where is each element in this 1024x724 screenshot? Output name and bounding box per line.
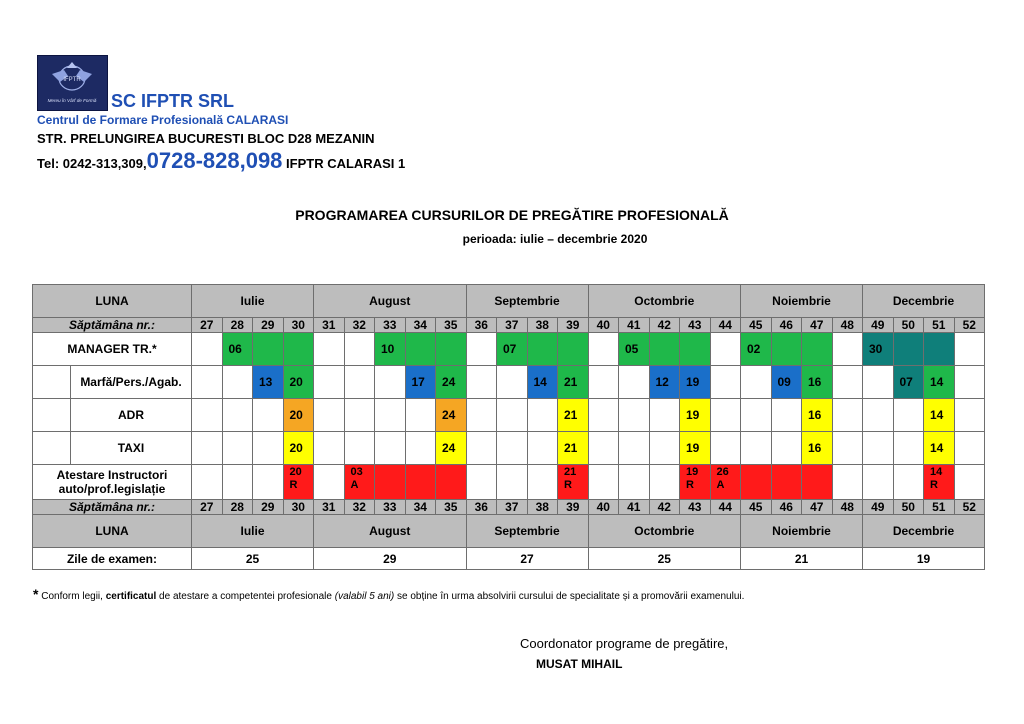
top-week-34: 34	[405, 318, 436, 333]
start-date: 07	[503, 342, 517, 356]
company-logo	[37, 55, 108, 111]
course-label: Marfă/Pers./Agab.	[71, 366, 192, 399]
bottom-month-row	[33, 515, 985, 548]
top-month-iulie: Iulie	[192, 285, 314, 318]
week-cell-44	[710, 432, 741, 465]
start-date: 09	[777, 375, 791, 389]
bottom-month-iulie: Iulie	[192, 515, 314, 548]
week-cell-41	[619, 399, 650, 432]
week-cell-35	[436, 465, 467, 500]
start-date: 12	[655, 375, 669, 389]
week-cell-52	[954, 333, 985, 366]
week-cell-44	[710, 399, 741, 432]
week-cell-44	[710, 465, 741, 500]
top-week-29: 29	[253, 318, 284, 333]
exam-days-noiembrie: 21	[741, 548, 863, 570]
start-date: 16	[808, 408, 822, 422]
week-cell-31	[314, 333, 345, 366]
week-cell-42	[649, 465, 680, 500]
week-cell-36	[466, 432, 497, 465]
top-week-42: 42	[649, 318, 680, 333]
week-cell-34	[405, 432, 436, 465]
top-luna-label: LUNA	[33, 285, 192, 318]
training-center-name: Centrul de Formare Profesională CALARASI	[37, 113, 289, 127]
week-cell-35	[436, 399, 467, 432]
week-cell-30	[283, 432, 314, 465]
bottom-week-32: 32	[344, 500, 375, 515]
week-cell-30	[283, 399, 314, 432]
top-week-36: 36	[466, 318, 497, 333]
week-cell-32	[344, 333, 375, 366]
top-week-47: 47	[802, 318, 833, 333]
top-week-46: 46	[771, 318, 802, 333]
start-date: 19	[686, 408, 700, 422]
week-cell-35	[436, 366, 467, 399]
week-cell-41	[619, 465, 650, 500]
bottom-week-45: 45	[741, 500, 772, 515]
week-cell-29	[253, 432, 284, 465]
start-date: 16	[808, 375, 822, 389]
week-cell-52	[954, 465, 985, 500]
week-cell-44	[710, 366, 741, 399]
footnote-part1: Conform legii,	[38, 591, 106, 602]
week-cell-52	[954, 366, 985, 399]
course-indent-cell	[33, 366, 71, 399]
bottom-week-30: 30	[283, 500, 314, 515]
week-cell-45	[741, 333, 772, 366]
coordinator-name: MUSAT MIHAIL	[536, 657, 623, 671]
week-cell-46	[771, 432, 802, 465]
week-cell-46	[771, 366, 802, 399]
week-cell-47	[802, 465, 833, 500]
top-week-39: 39	[558, 318, 589, 333]
bottom-month-septembrie: Septembrie	[466, 515, 588, 548]
week-cell-42	[649, 399, 680, 432]
week-cell-39	[558, 366, 589, 399]
course-label: TAXI	[71, 432, 192, 465]
bottom-week-33: 33	[375, 500, 406, 515]
top-week-27: 27	[192, 318, 223, 333]
week-cell-51	[924, 333, 955, 366]
week-cell-43	[680, 465, 711, 500]
week-cell-49	[863, 432, 894, 465]
week-cell-31	[314, 465, 345, 500]
week-cell-42	[649, 333, 680, 366]
week-cell-52	[954, 432, 985, 465]
start-date: 14	[930, 375, 944, 389]
week-cell-36	[466, 366, 497, 399]
top-week-28: 28	[222, 318, 253, 333]
top-week-row	[33, 318, 985, 333]
top-week-40: 40	[588, 318, 619, 333]
week-cell-35	[436, 333, 467, 366]
week-cell-42	[649, 366, 680, 399]
start-date: 19	[686, 441, 700, 455]
week-cell-45	[741, 366, 772, 399]
start-date: 02	[747, 342, 761, 356]
week-cell-39	[558, 333, 589, 366]
bottom-week-48: 48	[832, 500, 863, 515]
start-date: 16	[808, 441, 822, 455]
start-date: 20	[289, 375, 303, 389]
document-title: PROGRAMAREA CURSURILOR DE PREGĂTIRE PROFESIONALĂ	[295, 207, 729, 223]
week-cell-50	[893, 432, 924, 465]
footnote-star: *	[33, 586, 39, 602]
exam-days-septembrie: 27	[466, 548, 588, 570]
start-date: 21	[564, 375, 578, 389]
week-cell-48	[832, 465, 863, 500]
week-cell-49	[863, 465, 894, 500]
week-cell-33	[375, 333, 406, 366]
week-cell-28	[222, 366, 253, 399]
exam-label: Zile de examen:	[33, 548, 192, 570]
top-week-43: 43	[680, 318, 711, 333]
week-cell-39	[558, 399, 589, 432]
week-cell-46	[771, 333, 802, 366]
top-week-50: 50	[893, 318, 924, 333]
week-cell-40	[588, 432, 619, 465]
start-date: 14	[533, 375, 547, 389]
bottom-week-50: 50	[893, 500, 924, 515]
week-cell-47	[802, 333, 833, 366]
week-cell-33	[375, 399, 406, 432]
week-cell-31	[314, 432, 345, 465]
bottom-week-44: 44	[710, 500, 741, 515]
week-cell-37	[497, 465, 528, 500]
week-cell-43	[680, 432, 711, 465]
exam-row	[33, 548, 985, 570]
bottom-week-31: 31	[314, 500, 345, 515]
bottom-month-august: August	[314, 515, 467, 548]
week-cell-38	[527, 465, 558, 500]
phone-line	[37, 148, 405, 174]
course-row	[33, 333, 985, 366]
footnote-part3: se obține în urma absolvirii cursului de specialitate și a promovării examenului.	[394, 591, 745, 602]
start-date: 24	[442, 408, 456, 422]
week-cell-48	[832, 333, 863, 366]
bottom-week-34: 34	[405, 500, 436, 515]
week-cell-32	[344, 366, 375, 399]
week-cell-48	[832, 432, 863, 465]
top-week-33: 33	[375, 318, 406, 333]
bottom-luna-label: LUNA	[33, 515, 192, 548]
session-type: A	[350, 479, 359, 491]
start-date: 20	[289, 408, 303, 422]
bottom-week-29: 29	[253, 500, 284, 515]
week-cell-46	[771, 465, 802, 500]
start-date: 13	[259, 375, 273, 389]
week-cell-49	[863, 399, 894, 432]
week-cell-31	[314, 399, 345, 432]
bottom-week-35: 35	[436, 500, 467, 515]
week-cell-36	[466, 333, 497, 366]
start-date: 20	[289, 441, 303, 455]
top-week-label: Săptămâna nr.:	[33, 318, 192, 333]
week-cell-39	[558, 465, 589, 500]
session-type: R	[686, 479, 694, 491]
week-cell-33	[375, 432, 406, 465]
week-cell-28	[222, 333, 253, 366]
top-week-32: 32	[344, 318, 375, 333]
coordinator-role: Coordonator programe de pregătire,	[520, 636, 729, 651]
bottom-week-39: 39	[558, 500, 589, 515]
week-cell-51	[924, 465, 955, 500]
week-cell-32	[344, 465, 375, 500]
week-cell-30	[283, 366, 314, 399]
top-week-51: 51	[924, 318, 955, 333]
start-date: 14	[930, 408, 944, 422]
week-cell-27	[192, 399, 223, 432]
week-cell-39	[558, 432, 589, 465]
top-week-45: 45	[741, 318, 772, 333]
course-label: ADR	[71, 399, 192, 432]
week-cell-33	[375, 465, 406, 500]
top-week-31: 31	[314, 318, 345, 333]
week-cell-49	[863, 333, 894, 366]
week-cell-29	[253, 399, 284, 432]
start-date: 14	[930, 441, 944, 455]
bottom-week-38: 38	[527, 500, 558, 515]
start-date: 10	[381, 342, 395, 356]
bottom-month-octombrie: Octombrie	[588, 515, 741, 548]
bottom-week-43: 43	[680, 500, 711, 515]
week-cell-40	[588, 465, 619, 500]
week-cell-38	[527, 432, 558, 465]
week-cell-29	[253, 465, 284, 500]
bottom-week-47: 47	[802, 500, 833, 515]
week-cell-50	[893, 465, 924, 500]
start-date: 14	[930, 466, 943, 478]
top-month-noiembrie: Noiembrie	[741, 285, 863, 318]
week-cell-31	[314, 366, 345, 399]
week-cell-32	[344, 399, 375, 432]
week-cell-27	[192, 366, 223, 399]
week-cell-48	[832, 399, 863, 432]
week-cell-40	[588, 399, 619, 432]
week-cell-28	[222, 432, 253, 465]
week-cell-38	[527, 366, 558, 399]
start-date: 20	[289, 466, 302, 478]
week-cell-43	[680, 366, 711, 399]
top-week-37: 37	[497, 318, 528, 333]
week-cell-43	[680, 399, 711, 432]
week-cell-47	[802, 432, 833, 465]
start-date: 21	[564, 466, 577, 478]
week-cell-33	[375, 366, 406, 399]
course-indent-cell	[33, 432, 71, 465]
street-address: STR. PRELUNGIREA BUCURESTI BLOC D28 MEZANIN	[37, 131, 375, 146]
top-week-30: 30	[283, 318, 314, 333]
exam-days-august: 29	[314, 548, 467, 570]
week-cell-35	[436, 432, 467, 465]
top-week-44: 44	[710, 318, 741, 333]
course-row	[33, 465, 985, 500]
top-week-38: 38	[527, 318, 558, 333]
week-cell-46	[771, 399, 802, 432]
week-cell-48	[832, 366, 863, 399]
week-cell-37	[497, 399, 528, 432]
week-cell-45	[741, 399, 772, 432]
bottom-week-row	[33, 500, 985, 515]
bottom-week-46: 46	[771, 500, 802, 515]
footnote-part2: de atestare a competentei profesionale	[156, 591, 335, 602]
week-cell-51	[924, 366, 955, 399]
top-week-48: 48	[832, 318, 863, 333]
week-cell-50	[893, 333, 924, 366]
week-cell-40	[588, 366, 619, 399]
session-type: R	[289, 479, 298, 491]
phone-prefix: Tel: 0242-313,309,	[37, 156, 147, 171]
week-cell-49	[863, 366, 894, 399]
top-month-octombrie: Octombrie	[588, 285, 741, 318]
week-cell-51	[924, 399, 955, 432]
bottom-week-49: 49	[863, 500, 894, 515]
week-cell-27	[192, 432, 223, 465]
start-date: 06	[228, 342, 242, 356]
bottom-week-40: 40	[588, 500, 619, 515]
top-week-41: 41	[619, 318, 650, 333]
week-cell-51	[924, 432, 955, 465]
course-indent-cell	[33, 399, 71, 432]
week-cell-34	[405, 399, 436, 432]
footnote-bold: certificatul	[105, 591, 157, 602]
top-week-49: 49	[863, 318, 894, 333]
week-cell-41	[619, 432, 650, 465]
start-date: 24	[442, 375, 456, 389]
top-week-35: 35	[436, 318, 467, 333]
schedule-table	[32, 284, 985, 570]
top-week-52: 52	[954, 318, 985, 333]
top-month-septembrie: Septembrie	[466, 285, 588, 318]
week-cell-38	[527, 333, 558, 366]
course-label: MANAGER TR.*	[33, 333, 192, 366]
bottom-week-51: 51	[924, 500, 955, 515]
bottom-week-52: 52	[954, 500, 985, 515]
week-cell-30	[283, 333, 314, 366]
exam-days-decembrie: 19	[863, 548, 985, 570]
bottom-week-28: 28	[222, 500, 253, 515]
start-date: 21	[564, 408, 578, 422]
start-date: 21	[564, 441, 578, 455]
session-type: R	[564, 479, 572, 491]
week-cell-41	[619, 366, 650, 399]
week-cell-43	[680, 333, 711, 366]
bottom-week-42: 42	[649, 500, 680, 515]
week-cell-52	[954, 399, 985, 432]
bottom-week-37: 37	[497, 500, 528, 515]
course-row	[33, 432, 985, 465]
phone-suffix: IFPTR CALARASI 1	[282, 156, 406, 171]
week-cell-50	[893, 366, 924, 399]
top-month-row	[33, 285, 985, 318]
week-cell-27	[192, 465, 223, 500]
footnote	[33, 586, 744, 602]
start-date: 07	[899, 375, 913, 389]
start-date: 30	[869, 342, 883, 356]
bottom-week-27: 27	[192, 500, 223, 515]
logo-motto: Mereu în Vârf de Formă	[47, 98, 97, 103]
week-cell-45	[741, 432, 772, 465]
bottom-month-noiembrie: Noiembrie	[741, 515, 863, 548]
week-cell-34	[405, 465, 436, 500]
svg-text:IFPTR: IFPTR	[63, 77, 81, 83]
course-label: Atestare Instructori auto/prof.legislație	[33, 465, 192, 500]
start-date: 24	[442, 441, 456, 455]
week-cell-34	[405, 366, 436, 399]
week-cell-45	[741, 465, 772, 500]
week-cell-37	[497, 333, 528, 366]
course-row	[33, 399, 985, 432]
start-date: 19	[686, 375, 700, 389]
week-cell-36	[466, 465, 497, 500]
exam-days-iulie: 25	[192, 548, 314, 570]
footnote-italic: (valabil 5 ani)	[334, 591, 395, 602]
week-cell-36	[466, 399, 497, 432]
session-type: R	[930, 479, 938, 491]
week-cell-30	[283, 465, 314, 500]
phone-mobile: 0728-828,098	[146, 148, 283, 173]
week-cell-42	[649, 432, 680, 465]
week-cell-47	[802, 366, 833, 399]
week-cell-28	[222, 465, 253, 500]
start-date: 19	[686, 466, 699, 478]
week-cell-37	[497, 432, 528, 465]
document-period: perioada: iulie – decembrie 2020	[462, 232, 648, 246]
week-cell-27	[192, 333, 223, 366]
exam-days-octombrie: 25	[588, 548, 741, 570]
company-name: SC IFPTR SRL	[111, 91, 235, 111]
week-cell-32	[344, 432, 375, 465]
week-cell-47	[802, 399, 833, 432]
week-cell-37	[497, 366, 528, 399]
start-date: 17	[411, 375, 425, 389]
bottom-week-41: 41	[619, 500, 650, 515]
top-month-decembrie: Decembrie	[863, 285, 985, 318]
start-date: 26	[716, 466, 729, 478]
week-cell-29	[253, 333, 284, 366]
course-row	[33, 366, 985, 399]
session-type: A	[716, 479, 725, 491]
start-date: 03	[350, 466, 363, 478]
week-cell-38	[527, 399, 558, 432]
week-cell-44	[710, 333, 741, 366]
week-cell-28	[222, 399, 253, 432]
week-cell-50	[893, 399, 924, 432]
bottom-week-label: Săptămâna nr.:	[33, 500, 192, 515]
week-cell-40	[588, 333, 619, 366]
bottom-week-36: 36	[466, 500, 497, 515]
week-cell-34	[405, 333, 436, 366]
bottom-month-decembrie: Decembrie	[863, 515, 985, 548]
week-cell-29	[253, 366, 284, 399]
top-month-august: August	[314, 285, 467, 318]
week-cell-41	[619, 333, 650, 366]
start-date: 05	[625, 342, 639, 356]
